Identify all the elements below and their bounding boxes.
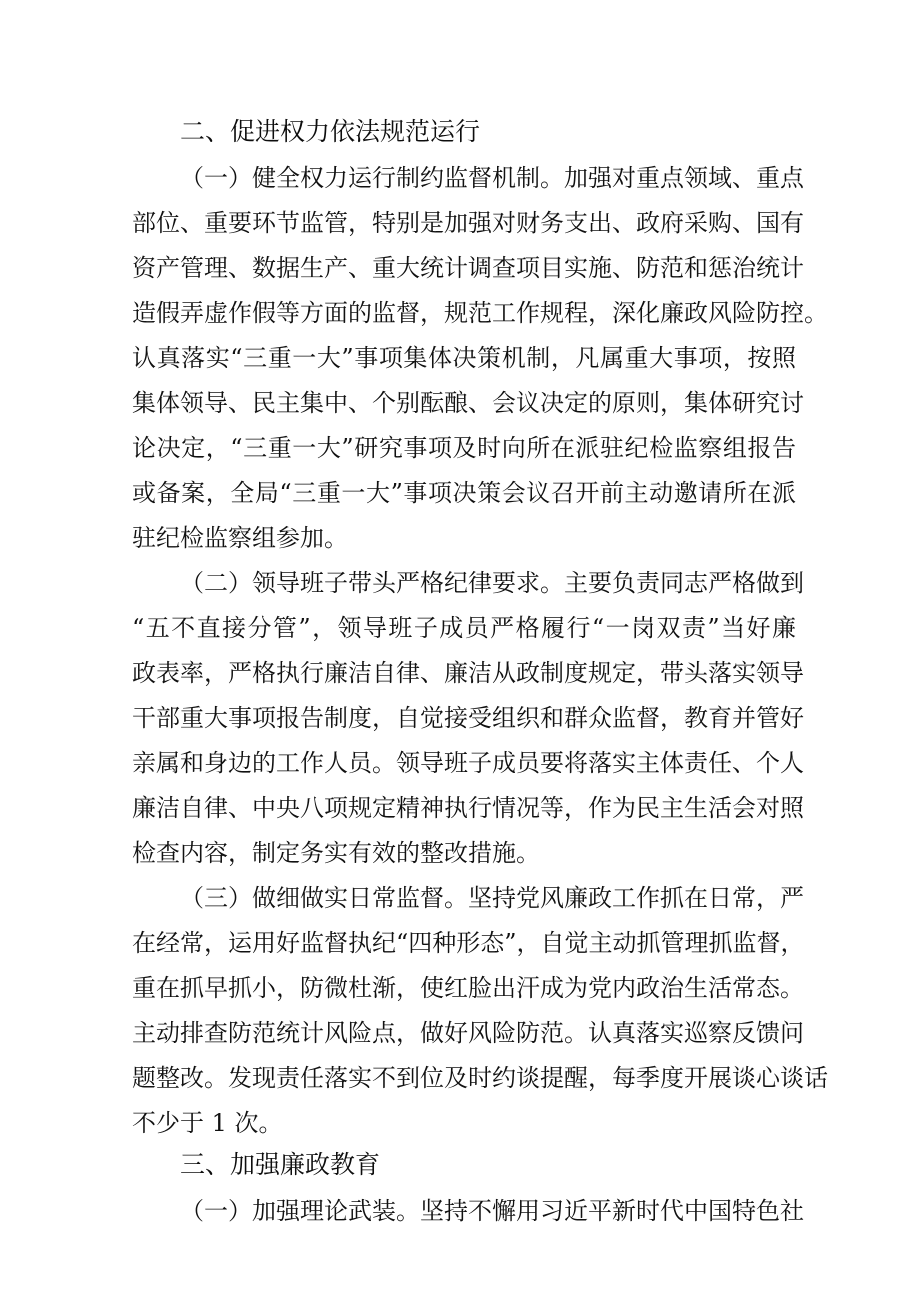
paragraph-line: 部位、重要环节监管，特别是加强对财务支出、政府采购、国有 bbox=[132, 209, 804, 237]
section-heading: 三、加强廉政教育 bbox=[180, 1150, 381, 1179]
paragraph-line: 政表率，严格执行廉洁自律、廉洁从政制度规定，带头落实领导 bbox=[132, 659, 804, 687]
paragraph-line: 资产管理、数据生产、重大统计调查项目实施、防范和惩治统计 bbox=[132, 254, 804, 282]
paragraph-line: 廉洁自律、中央八项规定精神执行情况等，作为民主生活会对照 bbox=[132, 794, 804, 822]
paragraph-line: 检查内容，制定务实有效的整改措施。 bbox=[132, 839, 540, 867]
paragraph-line: 集体领导、民主集中、个别酝酿、会议决定的原则，集体研究讨 bbox=[132, 389, 804, 417]
paragraph-line: 不少于 1 次。 bbox=[132, 1109, 283, 1137]
paragraph-line: “五不直接分管”，领导班子成员严格履行“一岗双责”当好廉 bbox=[132, 614, 796, 642]
paragraph-line: 题整改。发现责任落实不到位及时约谈提醒，每季度开展谈心谈话 bbox=[132, 1064, 828, 1092]
paragraph-line: 在经常，运用好监督执纪“四种形态”，自觉主动抓管理抓监督， bbox=[132, 929, 805, 957]
paragraph-line: 论决定，“三重一大”研究事项及时向所在派驻纪检监察组报告 bbox=[132, 434, 796, 462]
paragraph-line: （一）健全权力运行制约监督机制。加强对重点领域、重点 bbox=[180, 164, 804, 192]
section-heading: 二、促进权力依法规范运行 bbox=[180, 117, 481, 146]
paragraph-line: （一）加强理论武装。坚持不懈用习近平新时代中国特色社 bbox=[180, 1197, 804, 1225]
paragraph-line: 主动排查防范统计风险点，做好风险防范。认真落实巡察反馈问 bbox=[132, 1019, 804, 1047]
paragraph-line: 干部重大事项报告制度，自觉接受组织和群众监督，教育并管好 bbox=[132, 704, 804, 732]
paragraph-line: 亲属和身边的工作人员。领导班子成员要将落实主体责任、个人 bbox=[132, 749, 804, 777]
paragraph-line: 驻纪检监察组参加。 bbox=[132, 524, 348, 552]
paragraph-line: （二）领导班子带头严格纪律要求。主要负责同志严格做到 bbox=[180, 569, 804, 597]
paragraph-line: 或备案，全局“三重一大”事项决策会议召开前主动邀请所在派 bbox=[132, 479, 796, 507]
paragraph-line: （三）做细做实日常监督。坚持党风廉政工作抓在日常，严 bbox=[180, 884, 804, 912]
paragraph-line: 重在抓早抓小，防微杜渐，使红脸出汗成为党内政治生活常态。 bbox=[132, 974, 804, 1002]
paragraph-line: 造假弄虚作假等方面的监督，规范工作规程，深化廉政风险防控。 bbox=[132, 299, 828, 327]
paragraph-line: 认真落实“三重一大”事项集体决策机制，凡属重大事项，按照 bbox=[132, 344, 796, 372]
